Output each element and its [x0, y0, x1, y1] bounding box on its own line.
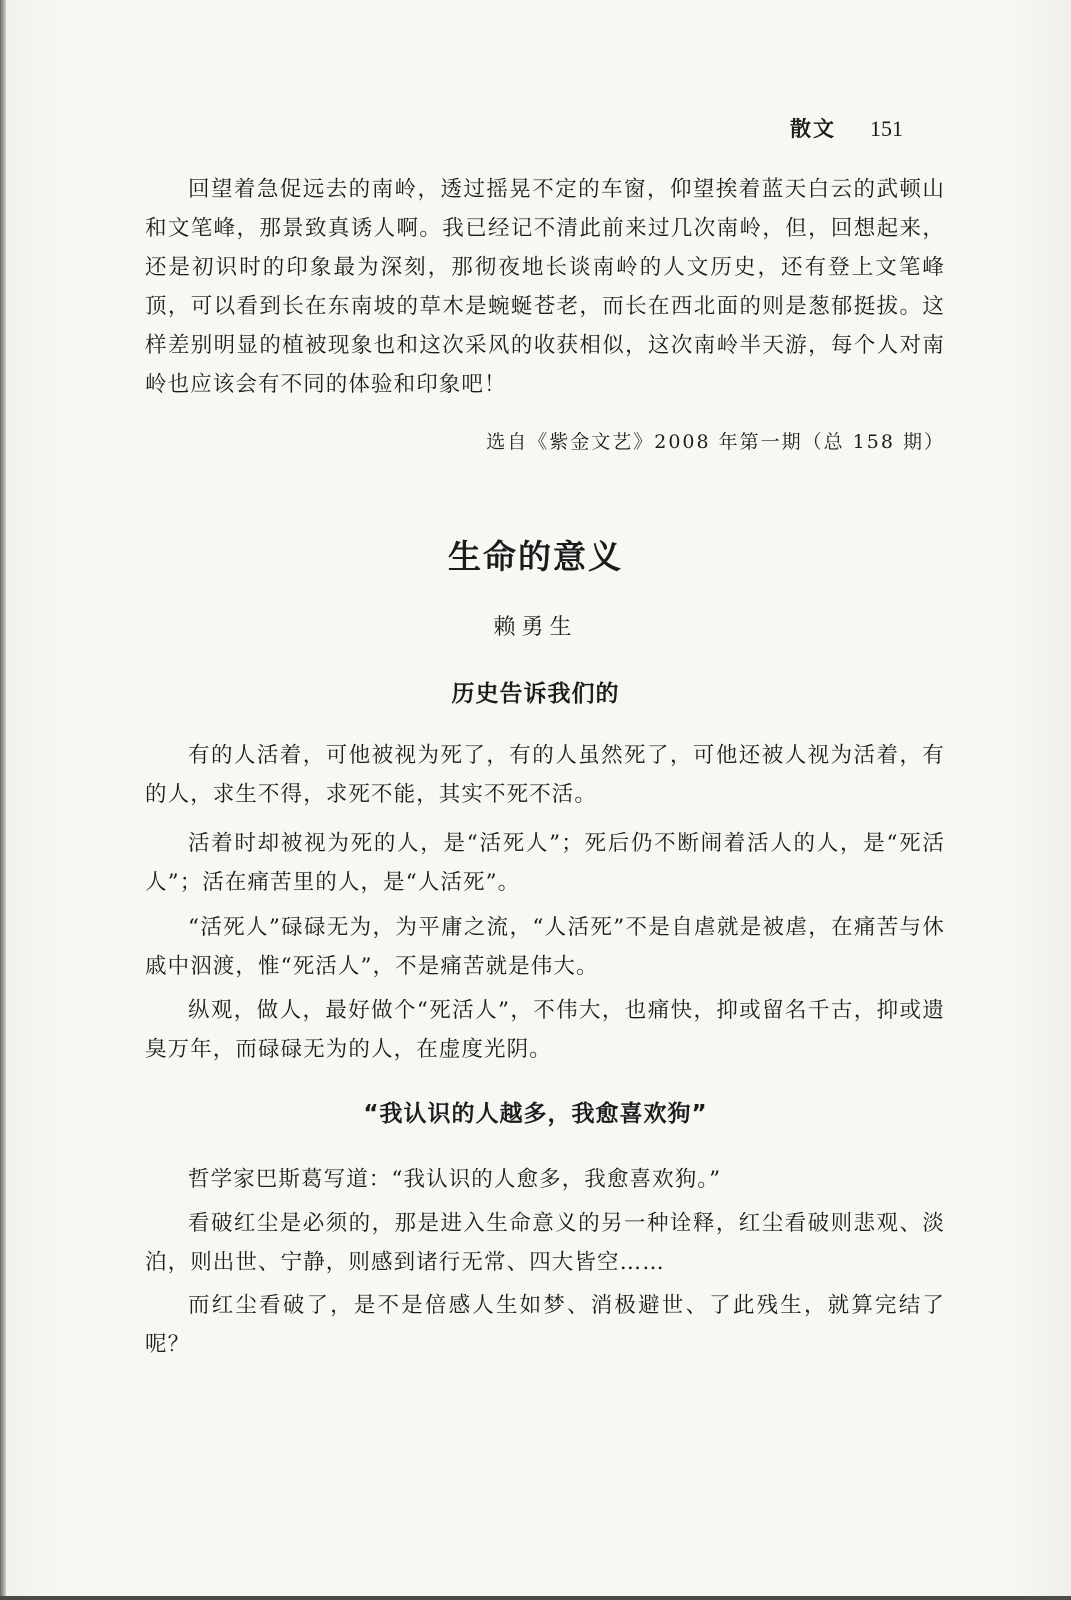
page-number: 151 — [870, 116, 903, 141]
section-1-paragraph-2: 活着时却被视为死的人，是“活死人”；死后仍不断闹着活人的人，是“死活人”；活在痛苦里的人，是“人活死”。 — [145, 831, 945, 895]
section-1-paragraph-3: “活死人”碌碌无为，为平庸之流，“人活死”不是自虐就是被虐，在痛苦与休戚中泅渡，惟“死活人”，不是痛苦就是伟大。 — [145, 915, 945, 979]
section-2-paragraph-1: 哲学家巴斯葛写道：“我认识的人愈多，我愈喜欢狗。” — [188, 1167, 722, 1192]
section-2-paragraph-3: 而红尘看破了，是不是倍感人生如梦、消极避世、了此残生，就算完结了呢？ — [145, 1293, 945, 1357]
section-2-paragraph-2: 看破红尘是必须的，那是进入生命意义的另一种诠释，红尘看破则悲观、淡泊，则出世、宁静，则感到诸行无常、四大皆空…… — [145, 1211, 945, 1275]
article-title: 生命的意义 — [448, 537, 623, 576]
section-heading-1: 历史告诉我们的 — [451, 681, 620, 707]
section-label: 散文 — [790, 117, 836, 141]
section-heading-2: “我认识的人越多，我愈喜欢狗” — [363, 1101, 708, 1127]
section-1-paragraph-4: 纵观，做人，最好做个“死活人”，不伟大，也痛快，抑或留名千古，抑或遗臭万年，而碌碌无为的人，在虚度光阴。 — [145, 998, 945, 1062]
source-citation: 选自《紫金文艺》2008 年第一期（总 158 期） — [486, 431, 945, 453]
prev-article-paragraph: 回望着急促远去的南岭，透过摇晃不定的车窗，仰望挨着蓝天白云的武顿山和文笔峰，那景致真诱人啊。我已经记不清此前来过几次南岭，但，回想起来，还是初识时的印象最为深刻，那彻夜地长谈南岭的人文历史，还有登上文笔峰顶，可以看到长在东南坡的草木是蜿蜒苍老，而长在西北面的则是葱郁挺拔。这样差别明显的植被现象也和这次采风的收获相似，这次南岭半天游，每个人对南岭也应该会有不同的体验和印象吧！ — [145, 177, 945, 397]
page-edge-bottom — [0, 1596, 1071, 1600]
running-header — [790, 112, 940, 146]
section-1-paragraph-1: 有的人活着，可他被视为死了，有的人虽然死了，可他还被人视为活着，有的人，求生不得，求死不能，其实不死不活。 — [145, 743, 945, 807]
article-author: 赖勇生 — [493, 615, 578, 640]
page-shadow-left — [0, 0, 6, 1600]
